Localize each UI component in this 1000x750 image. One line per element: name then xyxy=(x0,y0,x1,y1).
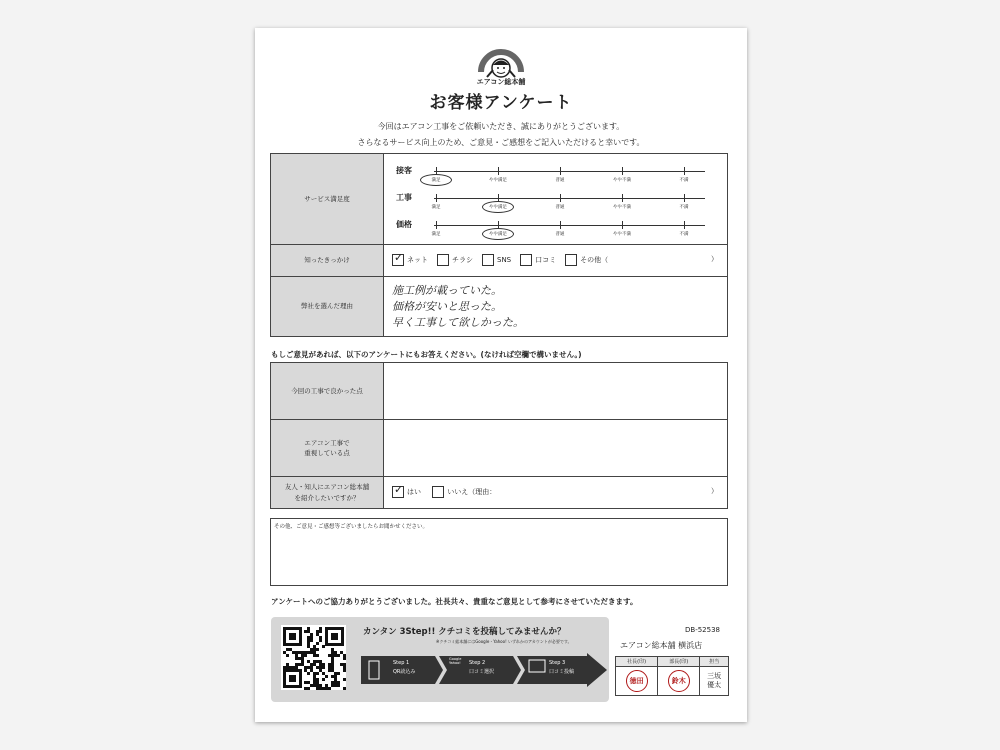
scale-tick[interactable] xyxy=(498,167,499,175)
survey-sheet xyxy=(255,28,747,722)
source-option[interactable] xyxy=(565,254,608,266)
scale-tick-label: やや満足 xyxy=(489,204,507,210)
referral-no-label: いいえ（理由： xyxy=(447,487,497,496)
scale-row xyxy=(384,213,727,240)
referral-label-line-1: 友人・知人にエアコン総本舗 xyxy=(284,483,370,492)
source-option-label: ネット xyxy=(407,255,428,264)
scale-line xyxy=(434,198,705,199)
manager-seal: 鈴木 xyxy=(668,670,690,692)
source-option[interactable] xyxy=(437,254,473,266)
scale-tick[interactable] xyxy=(622,194,623,202)
reason-answer[interactable] xyxy=(384,277,728,337)
step-3-title: Step 3 xyxy=(549,660,566,666)
approval-stamps xyxy=(615,656,729,696)
optional-note: もしご意見があれば、以下のアンケートにもお答えください。(なければ空欄で構いません。) xyxy=(271,350,582,359)
other-comments-label: その他、ご意見・ご感想等ございましたらお聞かせください。 xyxy=(274,524,429,530)
banner-subnote: ※クチコミ総本舗にはGoogle・Yahoo! いずれかのアカウントが必要です。 xyxy=(436,639,572,644)
source-options xyxy=(384,245,728,277)
source-option-label: SNS xyxy=(497,255,512,264)
intro-line-2: さらなるサービス向上のため、ご意見・ご感想をご記入いただけると幸いです。 xyxy=(357,138,645,147)
source-option-label: チラシ xyxy=(452,255,473,264)
scale-row-name: 価格 xyxy=(396,219,412,229)
selected-circle xyxy=(420,174,452,186)
source-checkbox[interactable] xyxy=(392,250,404,266)
stamp-header-president: 社長(印) xyxy=(616,657,658,667)
referral-yes-option[interactable] xyxy=(392,482,421,498)
source-option[interactable] xyxy=(482,254,511,266)
source-close-paren: ） xyxy=(711,254,718,263)
scale-tick[interactable] xyxy=(684,194,685,202)
referral-options xyxy=(384,477,728,509)
review-banner xyxy=(271,617,609,702)
source-checkbox[interactable] xyxy=(437,254,449,266)
other-comments-box[interactable] xyxy=(270,518,728,586)
survey-table xyxy=(270,153,728,337)
referral-no-checkbox[interactable] xyxy=(432,486,444,498)
satisfaction-label: サービス満足度 xyxy=(271,154,384,245)
reason-line-3: 早く工事して欲しかった。 xyxy=(392,315,524,329)
scale-row-name: 接客 xyxy=(396,165,412,175)
source-option-label: 口コミ xyxy=(535,255,557,264)
scale-tick-label: 不満 xyxy=(679,231,689,237)
scale-tick-label: 普通 xyxy=(555,177,565,183)
doc-code: DB-52538 xyxy=(685,626,720,634)
scale-tick[interactable] xyxy=(436,194,437,202)
scale-tick[interactable] xyxy=(560,221,561,229)
scale-tick-label: 満足 xyxy=(431,177,441,183)
scale-row xyxy=(384,159,727,186)
scale-row xyxy=(384,186,727,213)
step-2-title: Step 2 xyxy=(469,660,486,666)
selected-circle xyxy=(482,228,514,240)
scale-tick-label: やや不満 xyxy=(613,204,631,210)
scale-tick[interactable] xyxy=(560,194,561,202)
step-1 xyxy=(393,659,415,677)
source-option-label: その他（ xyxy=(580,255,609,264)
scale-tick-label: やや不満 xyxy=(613,231,631,237)
staff-surname: 三坂 xyxy=(707,672,722,680)
president-seal: 徳田 xyxy=(626,670,648,692)
page-title: お客様アンケート xyxy=(429,93,573,113)
scale-tick-label: 満足 xyxy=(431,231,441,237)
selected-circle xyxy=(482,201,514,213)
good-points-label: 今回の工事で良かった点 xyxy=(271,363,384,420)
important-answer[interactable] xyxy=(384,420,728,477)
referral-close-paren: ） xyxy=(711,486,718,495)
source-label: 知ったきっかけ xyxy=(271,245,384,277)
step-3 xyxy=(549,659,574,677)
referral-no-option[interactable] xyxy=(432,486,496,498)
intro-line-1: 今回はエアコン工事をご依頼いただき、誠にありがとうございます。 xyxy=(377,122,625,131)
referral-label xyxy=(271,477,384,509)
step-3-label: 口コミ投稿 xyxy=(549,669,575,675)
qr-code[interactable] xyxy=(281,625,346,690)
source-option[interactable] xyxy=(392,250,428,266)
scale-tick-label: 不満 xyxy=(679,204,689,210)
good-points-answer[interactable] xyxy=(384,363,728,420)
stamp-header-staff: 担当 xyxy=(700,657,729,667)
scale-tick-label: 普通 xyxy=(555,231,565,237)
source-checkbox[interactable] xyxy=(520,254,532,266)
scale-tick-label: やや不満 xyxy=(613,177,631,183)
thanks-text: アンケートへのご協力ありがとうございました。社長共々、貴重なご意見として参考にさせていただきます。 xyxy=(271,597,638,606)
reason-line-1: 施工例が載っていた。 xyxy=(392,283,502,297)
important-label-line-1: エアコン工事で xyxy=(304,438,350,447)
scale-tick[interactable] xyxy=(436,221,437,229)
scale-tick-label: やや満足 xyxy=(489,231,507,237)
stamp-header-manager: 部長(印) xyxy=(658,657,700,667)
referral-label-line-2: を紹介したいですか？ xyxy=(294,493,360,502)
important-label-line-2: 重視している点 xyxy=(304,449,350,457)
step-2 xyxy=(469,659,494,677)
scale-tick[interactable] xyxy=(560,167,561,175)
scale-tick[interactable] xyxy=(684,221,685,229)
store-name: エアコン総本舗 横浜店 xyxy=(620,641,703,650)
scale-line xyxy=(434,225,705,226)
step-1-title: Step 1 xyxy=(393,660,410,666)
important-label xyxy=(271,420,384,477)
staff-name xyxy=(700,667,729,696)
referral-yes-label: はい xyxy=(407,487,421,496)
scale-line xyxy=(434,171,705,172)
banner-headline: カンタン 3Step!! クチコミを投稿してみませんか？ xyxy=(363,627,566,637)
source-option[interactable] xyxy=(520,254,556,266)
check-mark-icon: ✓ xyxy=(394,250,404,264)
scale-tick-label: 不満 xyxy=(679,177,689,183)
reason-line-2: 価格が安いと思った。 xyxy=(392,299,502,313)
reason-label: 弊社を選んだ理由 xyxy=(271,277,384,337)
logo-text: エアコン総本舗 xyxy=(476,78,526,86)
scale-tick[interactable] xyxy=(684,167,685,175)
scale-tick-label: やや満足 xyxy=(489,177,507,183)
scale-row-name: 工事 xyxy=(396,192,412,202)
referral-yes-checkbox[interactable]: ✓ xyxy=(394,482,404,496)
satisfaction-scales xyxy=(384,154,728,245)
step-2-label: 口コミ選択 xyxy=(469,669,495,675)
step-1-label: QR読込み xyxy=(393,669,416,675)
company-logo xyxy=(473,44,529,86)
scale-tick-label: 満足 xyxy=(431,204,441,210)
step-2-tag: Google Yahoo! xyxy=(449,657,462,665)
staff-given-name: 優太 xyxy=(707,681,722,689)
scale-tick[interactable] xyxy=(622,221,623,229)
source-checkbox[interactable] xyxy=(565,254,577,266)
scale-tick-label: 普通 xyxy=(555,204,565,210)
source-checkbox[interactable] xyxy=(482,254,494,266)
scale-tick[interactable] xyxy=(622,167,623,175)
optional-table xyxy=(270,362,728,509)
